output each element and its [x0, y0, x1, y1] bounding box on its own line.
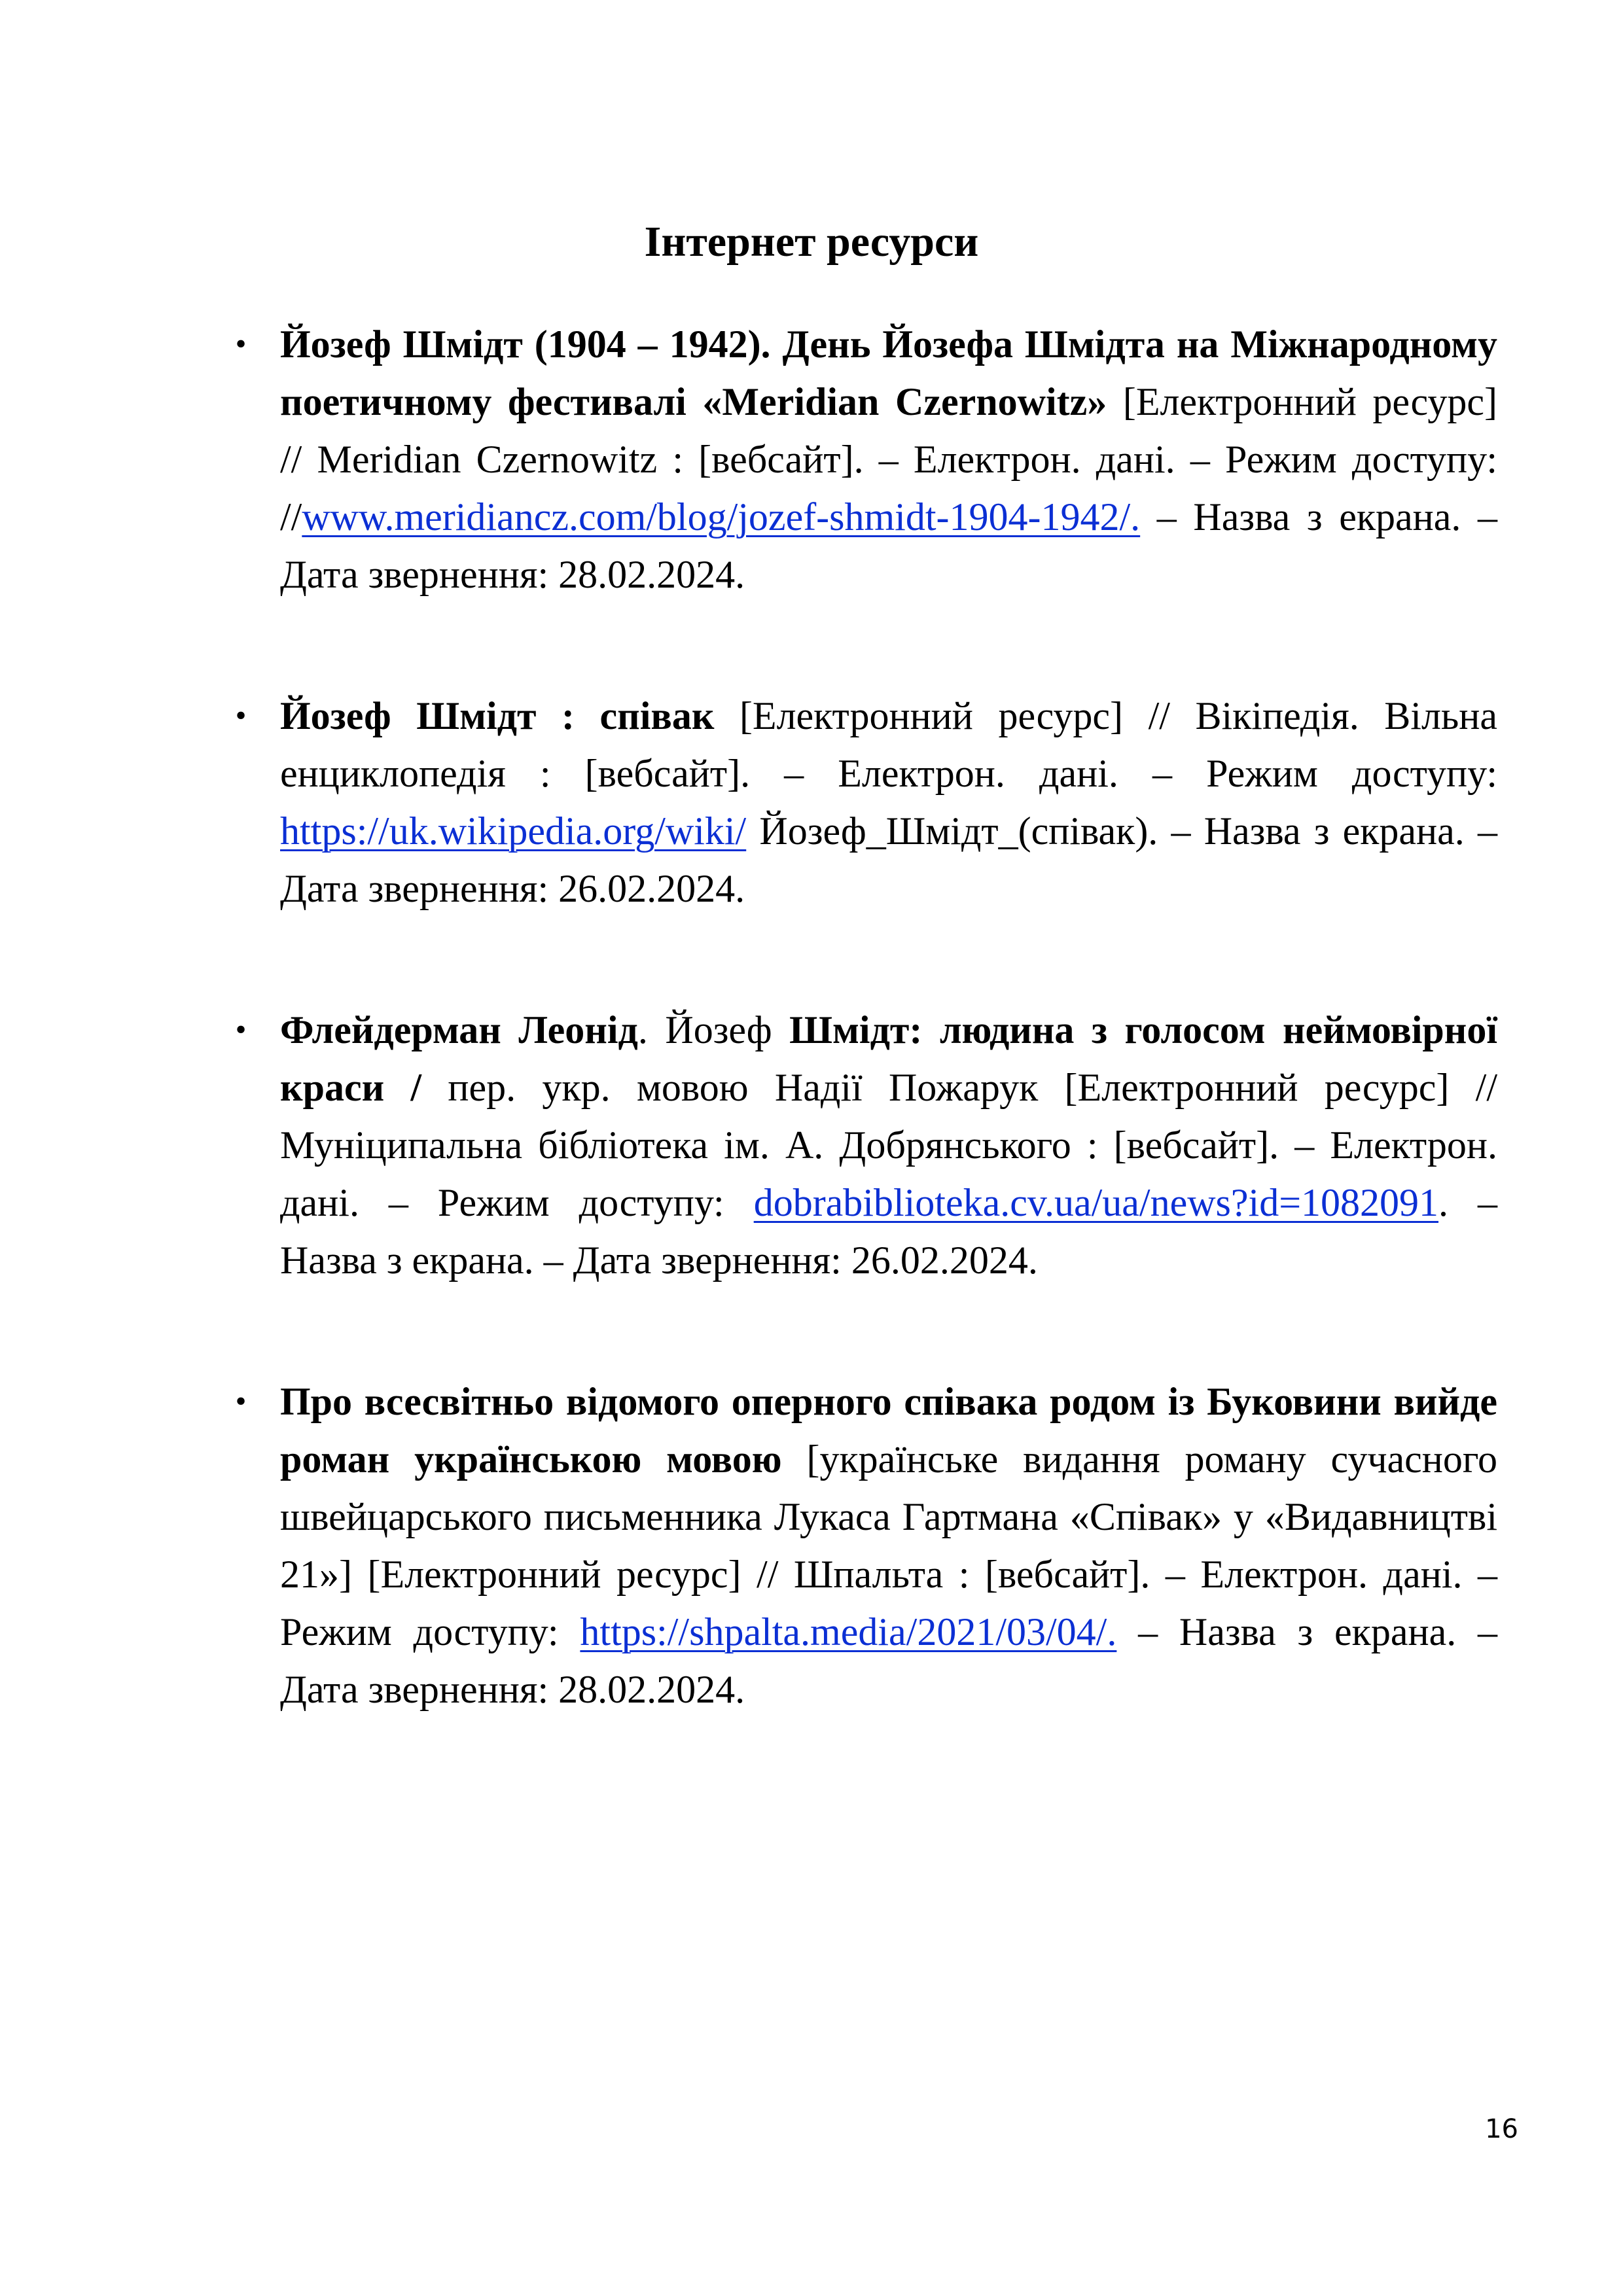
entry-access-note: . – Назва з екрана. – Дата звернення: 26.02.2024.	[280, 1181, 1498, 1282]
entry-access-note: – Назва з екрана. – Дата звернення: 28.02.2024.	[280, 495, 1497, 596]
entry-author: Флейдерман Леонід	[280, 1008, 638, 1051]
entry-access-note: Йозеф_Шмідт_(співак). – Назва з екрана. – Дата звернення: 26.02.2024.	[280, 809, 1497, 910]
entry-description: [українське видання роману сучасного швейцарського письменника Лукаса Гартмана «Співак» у «Видавництві 21»] [Електронний ресурс] // Шпальта : [вебсайт]. – Електрон. дані. – Режим доступу:	[280, 1438, 1497, 1653]
bibliography-list	[235, 315, 1498, 1718]
entry-description: [Електронний ресурс] // Meridian Czernowitz : [вебсайт]. – Електрон. дані. – Режим доступу: //	[280, 380, 1498, 539]
entry-author-separator: . Йозеф	[637, 1008, 790, 1051]
entry-title: Йозеф Шмідт : співак	[280, 694, 715, 737]
list-item	[235, 1001, 1498, 1289]
bullet-dot-icon: •	[235, 1012, 247, 1047]
entry-link[interactable]: https://shpalta.media/2021/03/04/.	[580, 1610, 1117, 1653]
bullet-dot-icon: •	[235, 1384, 247, 1419]
list-item	[235, 315, 1498, 603]
entry-link[interactable]: https://uk.wikipedia.org/wiki/	[280, 809, 747, 853]
entry-description: [Електронний ресурс] // Вікіпедія. Вільна енциклопедія : [вебсайт]. – Електрон. дані. – Режим доступу:	[280, 694, 1498, 795]
page-title: Інтернет ресурси	[644, 218, 979, 266]
entry-access-note: – Назва з екрана. – Дата звернення: 28.02.2024.	[280, 1610, 1498, 1711]
list-item	[235, 687, 1498, 917]
bullet-dot-icon: •	[235, 698, 247, 733]
bullet-dot-icon: •	[235, 327, 247, 361]
list-item	[235, 1373, 1498, 1718]
page-number: 16	[1485, 2114, 1518, 2144]
entry-title: Шмідт: людина з голосом неймовірної краси /	[280, 1008, 1498, 1109]
entry-title: Про всесвітньо відомого оперного співака родом із Буковини вийде роман українською мовою	[280, 1380, 1497, 1481]
entry-link[interactable]: dobrabiblioteka.cv.ua/ua/news?id=1082091	[753, 1181, 1439, 1224]
entry-title: Йозеф Шмідт (1904 – 1942). День Йозефа Шмідта на Міжнародному поетичному фестивалі «Meridian Czernowitz»	[280, 323, 1497, 423]
entry-link[interactable]: www.meridiancz.com/blog/jozef-shmidt-1904-1942/.	[302, 495, 1141, 539]
entry-description: пер. укр. мовою Надії Пожарук [Електронний ресурс] // Муніципальна бібліотека ім. А. Добрянського : [вебсайт]. – Електрон. дані. – Режим доступу:	[280, 1066, 1497, 1224]
